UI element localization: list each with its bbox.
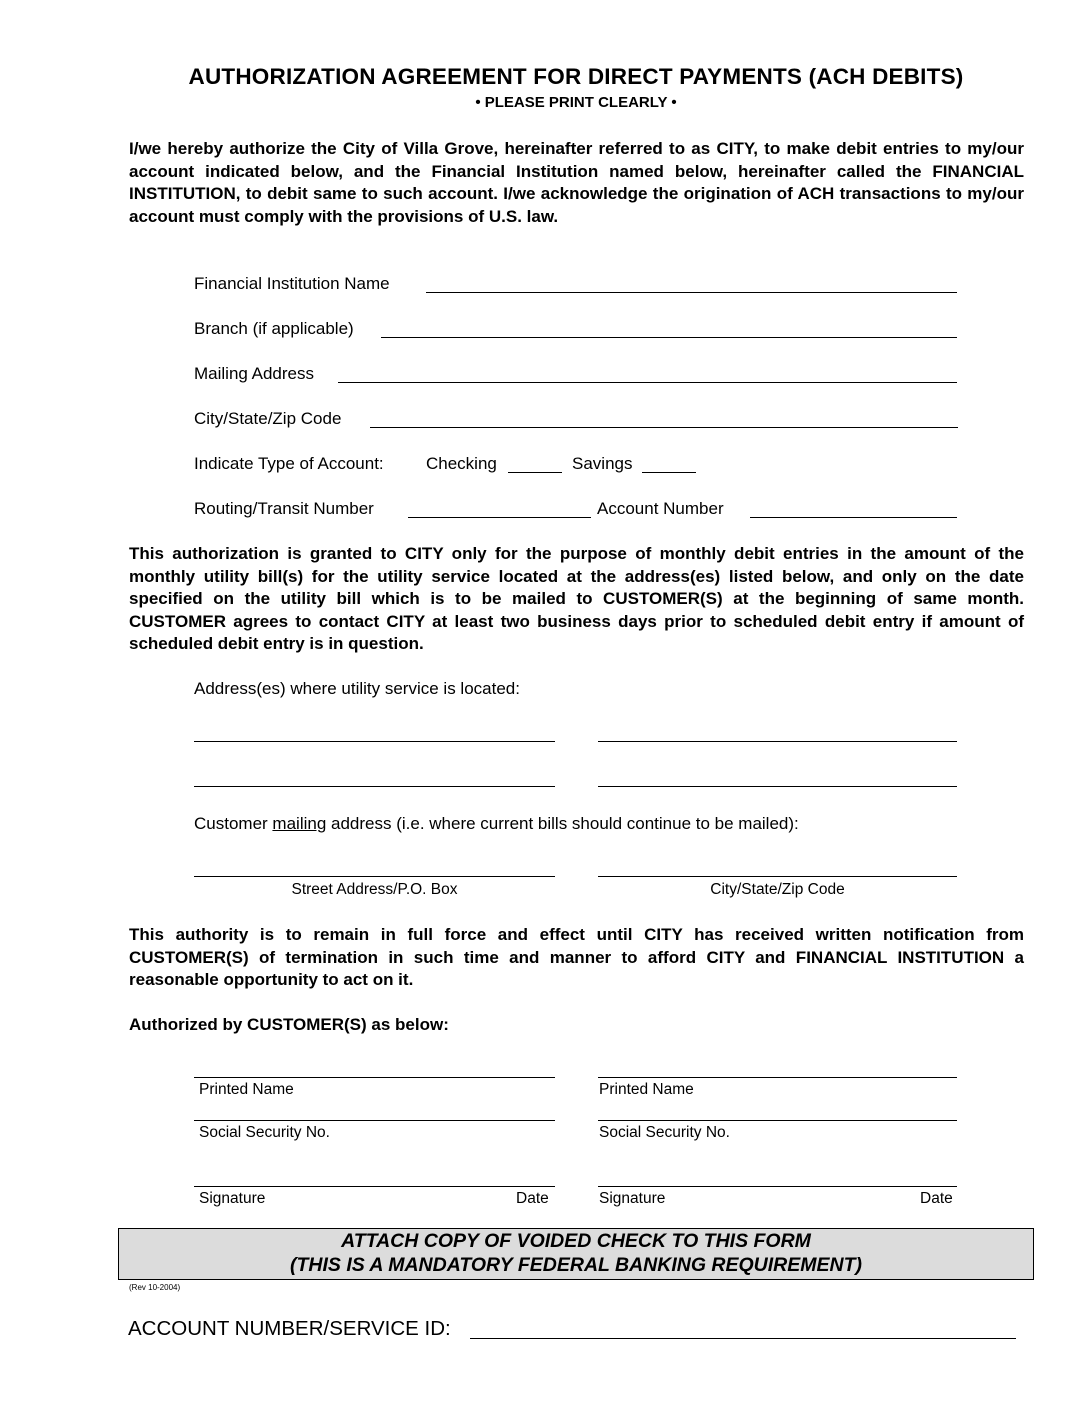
street-address-caption: Street Address/P.O. Box [291, 881, 458, 898]
checking-line[interactable] [508, 472, 562, 473]
routing-label: Routing/Transit Number [194, 499, 374, 518]
mailing-underlined: mailing [272, 814, 327, 833]
institution-name-label: Financial Institution Name [194, 274, 390, 293]
savings-label: Savings [572, 454, 633, 473]
customer-mailing-label [194, 814, 799, 834]
mailing-address-line[interactable] [338, 382, 957, 383]
account-number-label: Account Number [597, 499, 724, 518]
notice-line-1: ATTACH COPY OF VOIDED CHECK TO THIS FORM [341, 1230, 811, 1252]
checking-label: Checking [426, 454, 497, 473]
service-address-line-2[interactable] [598, 741, 957, 742]
mailing-address-label: Mailing Address [194, 364, 315, 383]
service-address-line-4[interactable] [598, 786, 957, 787]
branch-label: Branch (if applicable) [194, 319, 354, 338]
printed-name-line-right[interactable] [598, 1077, 957, 1078]
service-address-line-3[interactable] [194, 786, 555, 787]
ssn-label-left: Social Security No. [199, 1124, 330, 1141]
customer-mailing-prefix: Customer [194, 814, 273, 833]
form-subtitle: • PLEASE PRINT CLEARLY • [475, 94, 677, 111]
customer-csz-line[interactable] [598, 876, 957, 877]
revision-label: (Rev 10-2004) [129, 1283, 181, 1292]
signature-label-left: Signature [199, 1190, 266, 1207]
authorization-paragraph: I/we hereby authorize the City of Villa Grove, hereinafter referred to as CITY, to make debit entries to my/our account indicated below, and the Financial Institution named below, hereinafter called the FINANCIAL INSTITUTION, to debit same to such account. I/we acknowledge the origination of ACH transactions to my/our account must comply with the provisions of U.S. law. [129, 139, 1024, 226]
printed-name-label-left: Printed Name [199, 1081, 294, 1098]
ssn-label-right: Social Security No. [599, 1124, 730, 1141]
city-state-zip-label: City/State/Zip Code [194, 409, 342, 428]
savings-line[interactable] [642, 472, 696, 473]
notice-line-2: (THIS IS A MANDATORY FEDERAL BANKING REQUIREMENT) [289, 1254, 863, 1276]
signature-line-left[interactable] [194, 1186, 555, 1187]
account-type-label: Indicate Type of Account: [194, 454, 384, 473]
date-label-left: Date [516, 1190, 549, 1207]
purpose-paragraph: This authorization is granted to CITY only for the purpose of monthly debit entries in the amount of the monthly utility bill(s) for the utility service located at the address(es) listed below, and only on the date specified on the utility bill which is to be mailed to CUSTOMER(S) at the beginning of same month. CUSTOMER agrees to contact CITY at least two business days prior to scheduled debit entry if amount of scheduled debit entry is in question. [129, 544, 1024, 653]
termination-paragraph: This authority is to remain in full force and effect until CITY has received written notification from CUSTOMER(S) of termination in such time and manner to afford CITY and FINANCIAL INSTITUTION a reasonable opportunity to act on it. [129, 925, 1024, 989]
account-number-line[interactable] [750, 517, 957, 518]
routing-line[interactable] [408, 517, 591, 518]
service-address-line-1[interactable] [194, 741, 555, 742]
voided-check-notice [118, 1228, 1034, 1280]
ssn-line-left[interactable] [194, 1120, 555, 1121]
branch-line[interactable] [381, 337, 957, 338]
institution-name-line[interactable] [426, 292, 957, 293]
customer-csz-caption: City/State/Zip Code [710, 881, 845, 898]
street-address-line[interactable] [194, 876, 555, 877]
form-title: AUTHORIZATION AGREEMENT FOR DIRECT PAYMENTS (ACH DEBITS) [188, 64, 964, 89]
signature-label-right: Signature [599, 1190, 666, 1207]
signature-line-right[interactable] [598, 1186, 957, 1187]
printed-name-label-right: Printed Name [599, 1081, 694, 1098]
ssn-line-right[interactable] [598, 1120, 957, 1121]
city-state-zip-line[interactable] [370, 427, 958, 428]
authorized-by-heading: Authorized by CUSTOMER(S) as below: [129, 1015, 449, 1034]
service-address-label: Address(es) where utility service is located: [194, 679, 520, 698]
customer-mailing-suffix: address (i.e. where current bills should continue to be mailed): [326, 814, 799, 833]
printed-name-line-left[interactable] [194, 1077, 555, 1078]
account-service-id-label: ACCOUNT NUMBER/SERVICE ID: [128, 1317, 451, 1340]
account-service-id-line[interactable] [470, 1338, 1016, 1339]
date-label-right: Date [920, 1190, 953, 1207]
